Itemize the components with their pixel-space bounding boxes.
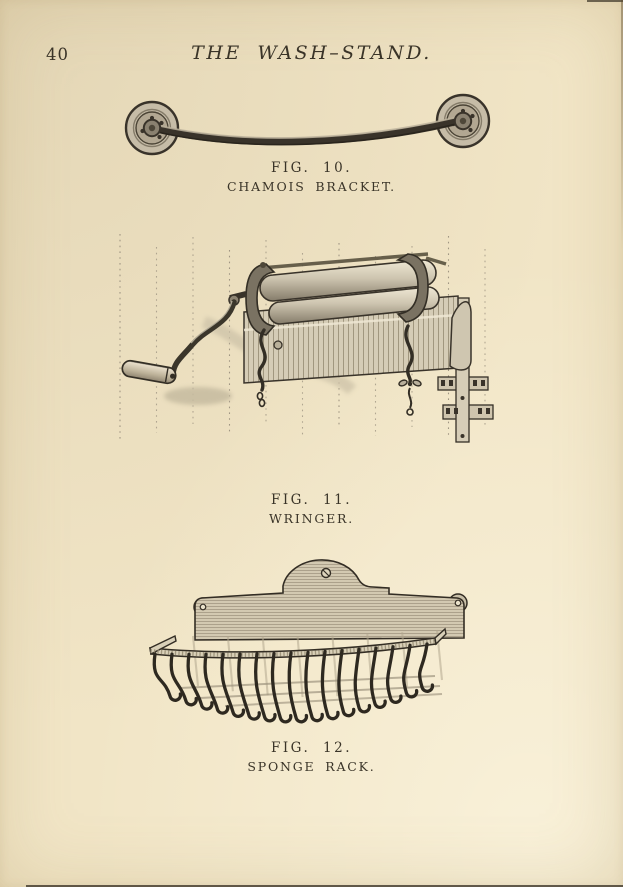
figure-12-caption: SPONGE RACK.	[247, 759, 376, 774]
scan-edge-top-right	[587, 0, 623, 2]
chamois-bracket-illustration	[106, 86, 510, 164]
page-title: THE WASH–STAND.	[191, 42, 432, 64]
figure-12-label: FIG. 12.	[270, 740, 353, 756]
figure-11-caption: WRINGER.	[268, 511, 355, 526]
wringer-illustration	[56, 230, 506, 456]
figure-10-label: FIG. 10.	[270, 160, 353, 176]
page-number: 40	[46, 45, 69, 64]
figure-10-caption: CHAMOIS BRACKET.	[227, 179, 396, 194]
figure-11-label: FIG. 11.	[270, 492, 353, 508]
sponge-rack-illustration	[105, 548, 510, 740]
